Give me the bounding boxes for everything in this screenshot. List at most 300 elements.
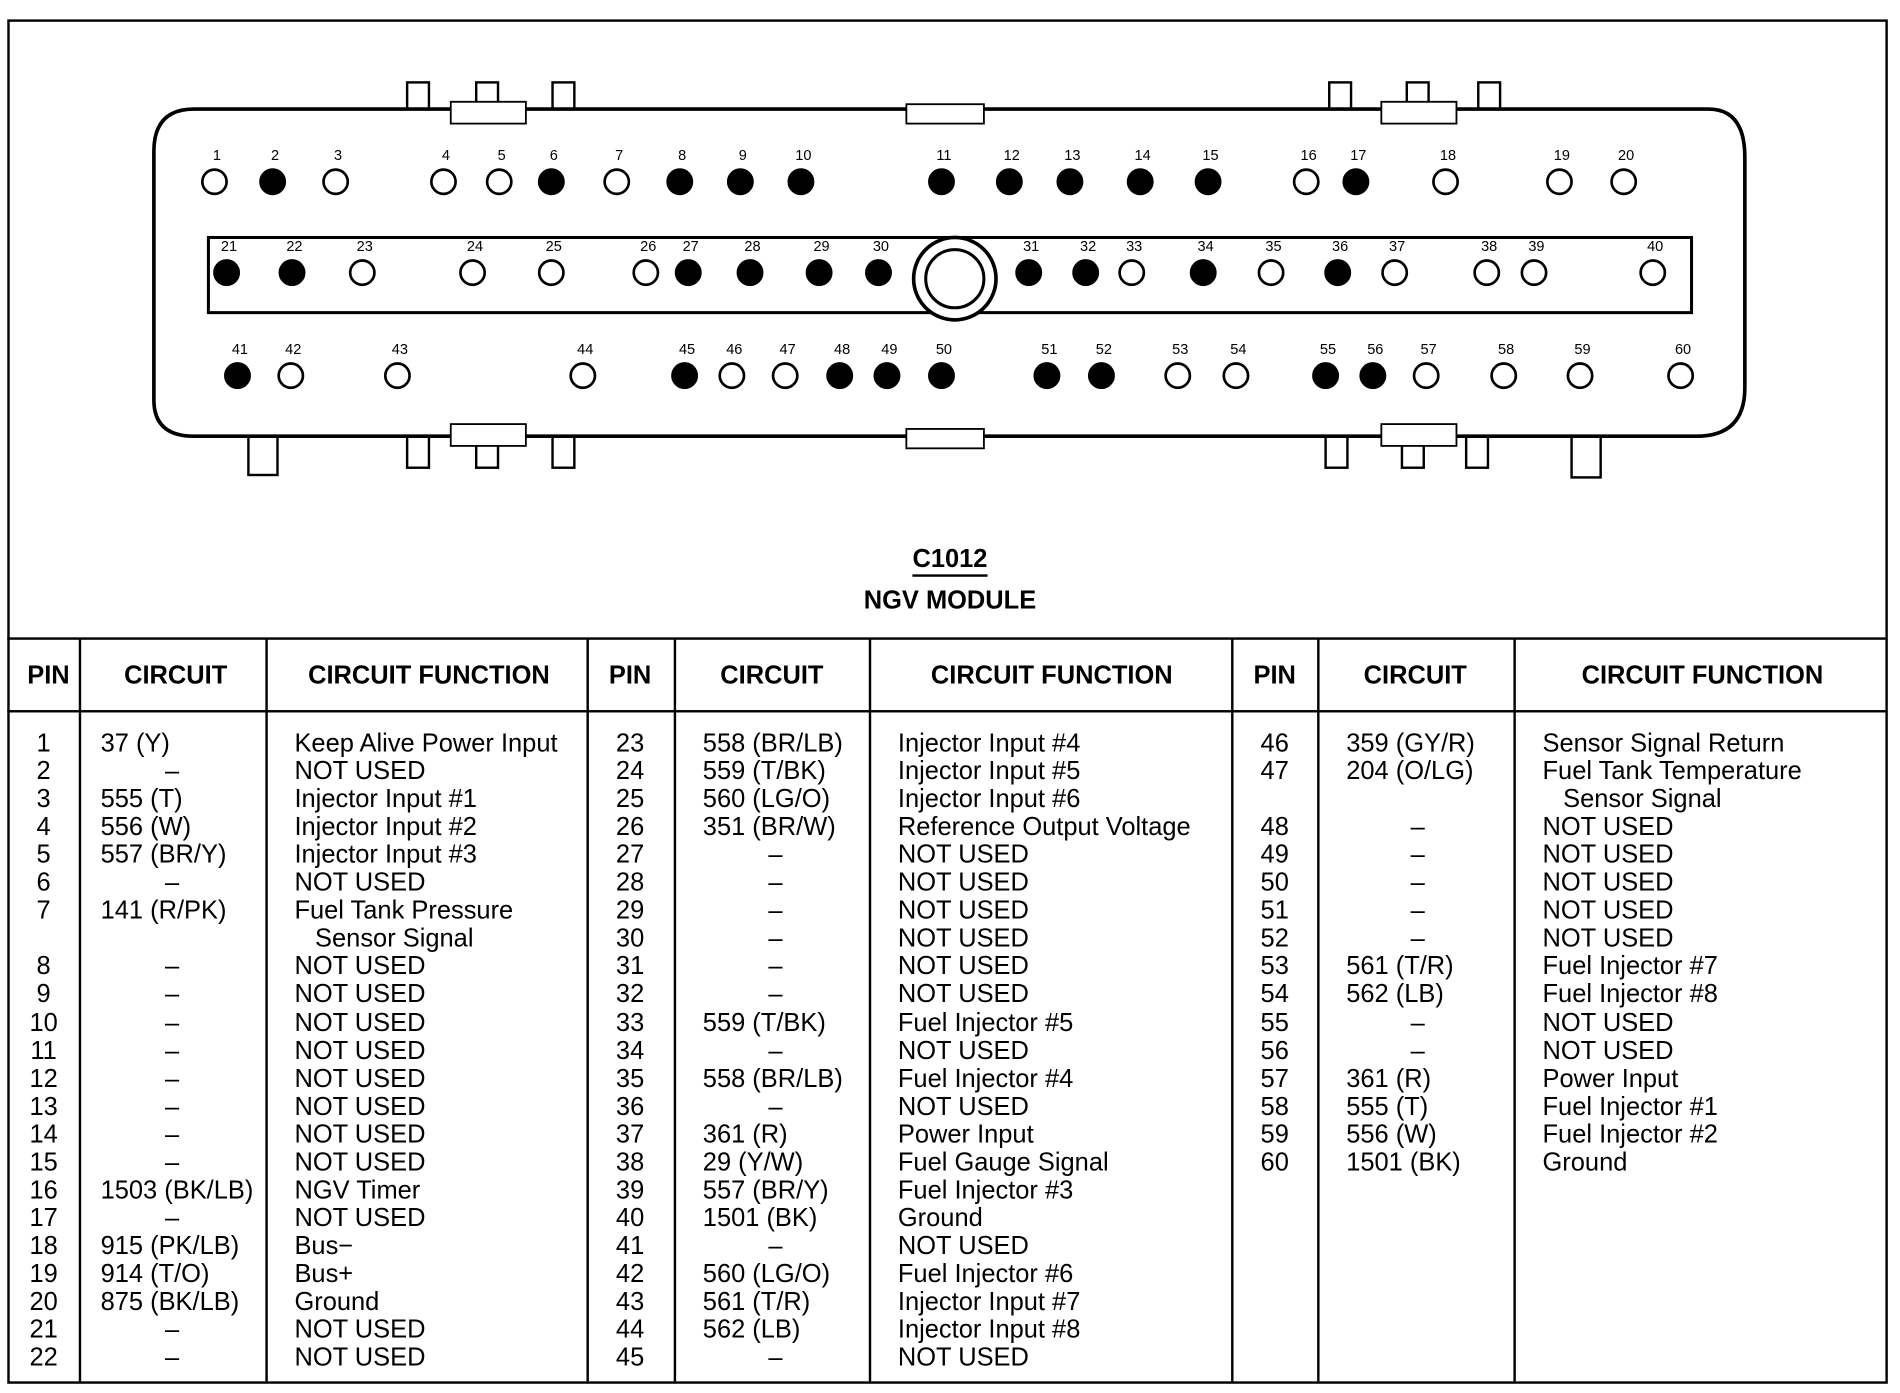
pin-cavity-filled <box>261 170 285 194</box>
pin-cavity-filled <box>280 261 304 285</box>
pin-number-label: 31 <box>1023 238 1040 255</box>
circuit-function-cell: NOT USED <box>294 1092 426 1121</box>
pin-cavity-filled <box>1017 261 1041 285</box>
pin-cavity-empty <box>1259 261 1283 285</box>
circuit-function-cell: Ground <box>897 1204 983 1233</box>
circuit-function-cell: Fuel Tank Pressure <box>294 897 514 925</box>
circuit-function-cell: NOT USED <box>897 897 1029 925</box>
pin-cavity-empty <box>773 364 797 388</box>
circuit-cell: 1501 (BK) <box>702 1204 818 1233</box>
circuit-cell: – <box>768 1092 783 1121</box>
pin-number-cell: 45 <box>615 1343 645 1372</box>
pin-number-cell: 38 <box>615 1148 645 1177</box>
circuit-cell: – <box>164 1204 180 1233</box>
header-circuit: CIRCUIT <box>1363 661 1467 690</box>
pin-number-cell: 43 <box>615 1288 645 1316</box>
pin-number-label: 20 <box>1618 147 1635 164</box>
pin-number-label: 1 <box>212 147 221 164</box>
header-circuit-function: CIRCUIT FUNCTION <box>1581 661 1824 690</box>
pin-number-cell: 9 <box>36 980 51 1009</box>
circuit-cell: 561 (T/R) <box>1346 952 1454 981</box>
pin-cavity-filled <box>1361 364 1385 388</box>
header-circuit-function: CIRCUIT FUNCTION <box>930 661 1173 690</box>
pin-number-label: 58 <box>1498 341 1515 358</box>
pin-number-label: 12 <box>1003 147 1020 164</box>
pin-number-cell: 21 <box>29 1315 58 1344</box>
column-divider <box>1317 639 1319 1382</box>
pin-number-cell: 26 <box>615 813 645 842</box>
pin-number-label: 50 <box>935 341 953 358</box>
pin-number-label: 3 <box>334 147 343 164</box>
circuit-function-cell: NOT USED <box>1542 813 1674 842</box>
pin-cavity-filled <box>539 170 563 194</box>
circuit-cell: 359 (GY/R) <box>1346 729 1475 758</box>
circuit-function-cell: NOT USED <box>1542 1036 1674 1065</box>
center-bolt-inner <box>926 250 984 308</box>
pin-number-cell: 24 <box>615 757 645 786</box>
circuit-function-cell: Fuel Tank Temperature <box>1542 757 1802 786</box>
pin-number-label: 6 <box>549 147 558 164</box>
circuit-function-cell: NOT USED <box>1542 1008 1674 1037</box>
pin-number-cell: 30 <box>615 924 645 953</box>
circuit-cell: 914 (T/O) <box>100 1260 210 1288</box>
column-divider <box>674 639 676 1382</box>
pin-number-cell: 36 <box>615 1092 645 1121</box>
header-circuit-function: CIRCUIT FUNCTION <box>308 661 550 690</box>
pin-cavity-filled <box>929 170 953 194</box>
pin-cavity-filled <box>672 364 696 388</box>
pin-number-cell: 54 <box>1260 980 1289 1009</box>
locking-tab <box>1478 82 1500 111</box>
circuit-function-cell: NOT USED <box>294 980 426 1009</box>
pin-number-label: 47 <box>779 341 796 358</box>
circuit-function-cell: NOT USED <box>294 1204 426 1233</box>
circuit-cell: 1503 (BK/LB) <box>100 1176 254 1205</box>
circuit-cell: 875 (BK/LB) <box>100 1288 240 1316</box>
circuit-cell: – <box>164 1036 180 1065</box>
pin-number-label: 2 <box>271 147 280 164</box>
pin-number-cell: 53 <box>1260 952 1289 981</box>
pin-number-label: 28 <box>744 238 761 255</box>
pin-number-cell: 31 <box>615 952 645 981</box>
circuit-cell: – <box>164 980 180 1009</box>
pin-number-label: 60 <box>1674 341 1692 358</box>
pin-cavity-filled <box>214 261 238 285</box>
circuit-function-cell: NOT USED <box>897 924 1029 953</box>
circuit-function-cell: NOT USED <box>294 1120 426 1149</box>
circuit-function-cell: Injector Input #1 <box>294 785 477 814</box>
circuit-cell: 559 (T/BK) <box>702 757 826 786</box>
circuit-cell: 558 (BR/LB) <box>702 1064 843 1093</box>
circuit-function-cell: NOT USED <box>294 869 426 897</box>
header-circuit: CIRCUIT <box>720 661 824 690</box>
pin-number-label: 19 <box>1553 147 1570 164</box>
circuit-cell: – <box>768 980 783 1009</box>
header-pin: PIN <box>1253 661 1296 690</box>
circuit-function-cell: Fuel Injector #2 <box>1542 1120 1718 1149</box>
table-header-rule <box>7 710 1885 712</box>
circuit-function-cell: Fuel Injector #8 <box>1542 980 1718 1009</box>
circuit-cell: – <box>768 897 783 925</box>
pin-number-cell: 42 <box>615 1260 645 1288</box>
circuit-cell: – <box>164 1343 180 1372</box>
circuit-function-cell: Sensor Signal Return <box>1542 729 1785 758</box>
circuit-function-cell: NOT USED <box>294 1008 426 1037</box>
pin-number-cell: 28 <box>615 869 645 897</box>
circuit-function-cell: Injector Input #6 <box>897 785 1081 814</box>
circuit-cell: 204 (O/LG) <box>1346 757 1474 786</box>
circuit-function-cell: NGV Timer <box>294 1176 421 1205</box>
circuit-cell: 557 (BR/Y) <box>100 841 227 870</box>
circuit-function-cell: NOT USED <box>897 841 1029 870</box>
circuit-cell: 1501 (BK) <box>1346 1148 1461 1177</box>
pin-number-cell: 11 <box>30 1036 57 1065</box>
pin-number-label: 25 <box>545 238 562 255</box>
pin-number-cell: 10 <box>29 1008 58 1037</box>
circuit-function-cell: NOT USED <box>897 869 1029 897</box>
pin-number-label: 26 <box>640 238 657 255</box>
pin-cavity-empty <box>350 261 374 285</box>
circuit-function-cell-continued: Sensor Signal <box>1563 785 1722 814</box>
pin-cavity-empty <box>571 364 595 388</box>
circuit-function-cell: NOT USED <box>897 1343 1029 1372</box>
pin-number-cell: 19 <box>29 1260 58 1288</box>
pin-cavity-empty <box>720 364 744 388</box>
circuit-function-cell-continued: Sensor Signal <box>315 924 474 953</box>
pin-number-label: 57 <box>1420 341 1437 358</box>
pin-number-label: 48 <box>834 341 851 358</box>
pin-cavity-empty <box>1383 261 1407 285</box>
circuit-function-cell: NOT USED <box>897 1232 1029 1261</box>
pin-number-label: 51 <box>1041 341 1058 358</box>
circuit-function-cell: Bus+ <box>294 1260 354 1288</box>
pin-number-label: 21 <box>220 238 238 255</box>
column-divider <box>586 639 588 1382</box>
circuit-function-cell: NOT USED <box>294 757 426 786</box>
pin-number-label: 7 <box>615 147 624 164</box>
circuit-cell: 558 (BR/LB) <box>702 729 843 758</box>
pin-number-cell: 8 <box>36 952 51 981</box>
circuit-cell: 560 (LG/O) <box>702 1260 831 1288</box>
circuit-cell: 37 (Y) <box>100 729 170 758</box>
circuit-cell: – <box>768 1232 783 1261</box>
circuit-function-cell: NOT USED <box>1542 897 1674 925</box>
circuit-cell: – <box>1410 897 1425 925</box>
circuit-cell: 556 (W) <box>1346 1120 1437 1149</box>
circuit-cell: 556 (W) <box>100 813 192 842</box>
pin-number-cell: 6 <box>36 869 51 897</box>
circuit-function-cell: NOT USED <box>897 1036 1029 1065</box>
pin-number-label: 5 <box>497 147 506 164</box>
circuit-function-cell: Fuel Injector #3 <box>897 1176 1074 1205</box>
pin-number-label: 38 <box>1481 238 1498 255</box>
circuit-cell: 560 (LG/O) <box>702 785 831 814</box>
pin-number-cell: 12 <box>29 1064 58 1093</box>
pin-cavity-filled <box>807 261 831 285</box>
circuit-function-cell: Injector Input #5 <box>897 757 1081 786</box>
circuit-function-cell: Fuel Injector #4 <box>897 1064 1074 1093</box>
circuit-function-cell: Fuel Injector #7 <box>1542 952 1718 981</box>
locking-tab <box>1329 82 1351 111</box>
pin-number-label: 35 <box>1265 238 1282 255</box>
pin-number-cell: 58 <box>1260 1092 1289 1121</box>
pin-cavity-filled <box>1058 170 1082 194</box>
pin-number-cell: 25 <box>615 785 645 814</box>
circuit-function-cell: Ground <box>1542 1148 1628 1177</box>
circuit-cell: – <box>768 1036 783 1065</box>
circuit-cell: – <box>164 1064 180 1093</box>
circuit-cell: 141 (R/PK) <box>100 897 227 925</box>
pin-cavity-empty <box>1120 261 1144 285</box>
circuit-function-cell: NOT USED <box>294 1343 426 1372</box>
circuit-cell: – <box>768 841 783 870</box>
pin-number-label: 32 <box>1080 238 1097 255</box>
table-top-rule <box>7 637 1885 639</box>
circuit-cell: – <box>164 1315 180 1344</box>
pin-number-cell: 5 <box>36 841 51 870</box>
pin-number-label: 9 <box>738 147 747 164</box>
pin-number-label: 37 <box>1389 238 1406 255</box>
circuit-cell: 562 (LB) <box>1346 980 1444 1009</box>
pin-cavity-empty <box>324 170 348 194</box>
circuit-cell: 561 (T/R) <box>702 1288 811 1316</box>
circuit-function-cell: Fuel Gauge Signal <box>897 1148 1109 1177</box>
pin-number-label: 22 <box>286 238 303 255</box>
pin-number-cell: 56 <box>1260 1036 1289 1065</box>
column-divider <box>869 639 871 1382</box>
circuit-function-cell: Injector Input #2 <box>294 813 477 842</box>
pin-cavity-empty <box>487 170 511 194</box>
pin-cavity-empty <box>539 261 563 285</box>
pin-number-cell: 33 <box>615 1008 645 1037</box>
pin-cavity-filled <box>997 170 1021 194</box>
pin-cavity-filled <box>738 261 762 285</box>
pin-number-label: 16 <box>1300 147 1317 164</box>
pin-cavity-empty <box>202 170 226 194</box>
pin-number-cell: 52 <box>1260 924 1289 953</box>
pin-number-label: 10 <box>795 147 812 164</box>
circuit-function-cell: NOT USED <box>897 1092 1029 1121</box>
pin-cavity-empty <box>1414 364 1438 388</box>
circuit-function-cell: Reference Output Voltage <box>897 813 1191 842</box>
pin-number-cell: 18 <box>29 1232 58 1261</box>
pin-cavity-empty <box>605 170 629 194</box>
pin-number-label: 14 <box>1134 147 1151 164</box>
pin-number-label: 18 <box>1439 147 1457 164</box>
circuit-function-cell: Ground <box>294 1288 380 1316</box>
circuit-cell: – <box>768 952 783 981</box>
pin-number-cell: 47 <box>1260 757 1289 786</box>
circuit-function-cell: NOT USED <box>294 1064 426 1093</box>
pin-cavity-empty <box>634 261 658 285</box>
pin-number-cell: 60 <box>1260 1148 1289 1177</box>
pin-number-cell: 41 <box>615 1232 645 1261</box>
column-divider <box>1231 639 1233 1382</box>
header-pin: PIN <box>27 661 70 690</box>
circuit-cell: 361 (R) <box>702 1120 788 1149</box>
pin-number-label: 54 <box>1230 341 1247 358</box>
pin-cavity-empty <box>385 364 409 388</box>
pin-number-label: 53 <box>1172 341 1189 358</box>
pin-cavity-filled <box>1313 364 1337 388</box>
pin-number-cell: 34 <box>615 1036 645 1065</box>
pin-number-cell: 57 <box>1260 1064 1289 1093</box>
pin-number-cell: 13 <box>29 1092 58 1121</box>
circuit-function-cell: Injector Input #4 <box>897 729 1081 758</box>
pin-number-cell: 44 <box>615 1315 645 1344</box>
pin-number-label: 13 <box>1064 147 1081 164</box>
connector-id <box>0 545 1900 574</box>
circuit-cell: – <box>768 869 783 897</box>
pin-cavity-filled <box>1344 170 1368 194</box>
pin-cavity-filled <box>875 364 899 388</box>
pin-cavity-empty <box>1522 261 1546 285</box>
pin-number-label: 56 <box>1367 341 1384 358</box>
pin-cavity-empty <box>1669 364 1693 388</box>
header-circuit: CIRCUIT <box>124 661 228 690</box>
circuit-function-cell: NOT USED <box>294 1036 426 1065</box>
circuit-function-cell: Injector Input #3 <box>294 841 477 870</box>
circuit-cell: 559 (T/BK) <box>702 1008 826 1037</box>
pin-cavity-filled <box>1074 261 1098 285</box>
pin-cavity-filled <box>1089 364 1113 388</box>
circuit-function-cell: NOT USED <box>897 980 1029 1009</box>
locking-tab <box>553 82 575 111</box>
circuit-cell: – <box>164 1120 180 1149</box>
circuit-cell: – <box>768 1343 783 1372</box>
pin-cavity-empty <box>1224 364 1248 388</box>
pin-cavity-empty <box>1547 170 1571 194</box>
pin-cavity-filled <box>668 170 692 194</box>
header-pin: PIN <box>608 661 652 690</box>
pin-cavity-empty <box>1612 170 1636 194</box>
pin-cavity-filled <box>1035 364 1059 388</box>
pin-number-cell: 22 <box>29 1343 58 1372</box>
pin-number-cell: 1 <box>36 729 51 758</box>
circuit-cell: – <box>1410 1036 1425 1065</box>
pin-number-label: 8 <box>678 147 687 164</box>
pin-number-cell: 55 <box>1260 1008 1289 1037</box>
pin-cavity-empty <box>1166 364 1190 388</box>
circuit-cell: 555 (T) <box>100 785 183 814</box>
circuit-cell: – <box>1410 924 1425 953</box>
circuit-function-cell: NOT USED <box>1542 841 1674 870</box>
pin-number-cell: 20 <box>29 1288 58 1316</box>
pin-number-cell: 50 <box>1260 869 1289 897</box>
pin-number-label: 40 <box>1647 238 1664 255</box>
circuit-cell: – <box>164 1008 180 1037</box>
column-divider <box>265 639 267 1382</box>
pin-number-cell: 51 <box>1260 897 1289 925</box>
pin-number-label: 33 <box>1126 238 1143 255</box>
pin-number-label: 44 <box>577 341 594 358</box>
locking-tab <box>407 82 429 111</box>
pin-number-label: 45 <box>678 341 696 358</box>
pin-number-label: 41 <box>231 341 249 358</box>
circuit-function-cell: NOT USED <box>294 952 426 981</box>
pin-cavity-filled <box>225 364 249 388</box>
pin-number-cell: 4 <box>36 813 51 842</box>
circuit-cell: – <box>164 757 180 786</box>
circuit-cell: – <box>768 924 783 953</box>
pin-number-label: 23 <box>356 238 373 255</box>
column-divider <box>79 639 81 1382</box>
circuit-function-cell: NOT USED <box>294 1148 426 1177</box>
pin-cavity-filled <box>828 364 852 388</box>
circuit-function-cell: Injector Input #7 <box>897 1288 1081 1316</box>
pin-number-cell: 40 <box>615 1204 645 1233</box>
pin-number-cell: 48 <box>1260 813 1289 842</box>
pin-number-cell: 17 <box>29 1204 58 1233</box>
pin-number-label: 49 <box>881 341 898 358</box>
pin-number-cell: 7 <box>36 897 51 925</box>
pin-cavity-filled <box>866 261 890 285</box>
pin-number-cell: 2 <box>36 757 51 786</box>
pin-cavity-empty <box>1433 170 1457 194</box>
circuit-cell: 555 (T) <box>1346 1092 1429 1121</box>
pin-cavity-empty <box>1568 364 1592 388</box>
pin-cavity-filled <box>929 364 953 388</box>
pin-number-cell: 29 <box>615 897 645 925</box>
circuit-function-cell: Fuel Injector #6 <box>897 1260 1074 1288</box>
pin-number-label: 29 <box>813 238 830 255</box>
pin-cavity-empty <box>1641 261 1665 285</box>
pin-number-label: 15 <box>1202 147 1219 164</box>
pin-number-cell: 32 <box>615 980 645 1009</box>
pin-number-label: 24 <box>466 238 484 255</box>
circuit-cell: 351 (BR/W) <box>702 813 836 842</box>
pin-cavity-filled <box>728 170 752 194</box>
pin-number-label: 42 <box>285 341 302 358</box>
circuit-function-cell: NOT USED <box>1542 869 1674 897</box>
pin-number-cell: 39 <box>615 1176 645 1205</box>
pin-number-label: 39 <box>1528 238 1545 255</box>
pin-number-cell: 15 <box>29 1148 58 1177</box>
pin-cavity-empty <box>460 261 484 285</box>
circuit-function-cell: Fuel Injector #5 <box>897 1008 1074 1037</box>
pin-number-label: 11 <box>936 147 952 164</box>
column-divider <box>1513 639 1515 1382</box>
circuit-function-cell: NOT USED <box>1542 924 1674 953</box>
pin-number-label: 59 <box>1574 341 1591 358</box>
locking-tab <box>1572 431 1601 477</box>
pin-number-cell: 37 <box>615 1120 645 1149</box>
circuit-cell: – <box>1410 869 1425 897</box>
pin-number-label: 17 <box>1350 147 1367 164</box>
pin-number-cell: 35 <box>615 1064 645 1093</box>
circuit-function-cell: Keep Alive Power Input <box>294 729 558 758</box>
connector-name: NGV MODULE <box>863 586 1037 615</box>
circuit-function-cell: NOT USED <box>294 1315 426 1344</box>
circuit-cell: 361 (R) <box>1346 1064 1432 1093</box>
pin-cavity-filled <box>1326 261 1350 285</box>
circuit-function-cell: Injector Input #8 <box>897 1315 1081 1344</box>
pin-cavity-filled <box>789 170 813 194</box>
pin-number-cell: 59 <box>1260 1120 1289 1149</box>
pin-number-cell: 14 <box>29 1120 58 1149</box>
circuit-cell: – <box>1410 841 1425 870</box>
circuit-function-cell: Power Input <box>1542 1064 1679 1093</box>
pin-cavity-empty <box>279 364 303 388</box>
circuit-cell: – <box>164 869 180 897</box>
pin-cavity-filled <box>1191 261 1215 285</box>
pin-cavity-filled <box>1128 170 1152 194</box>
pin-number-cell: 3 <box>36 785 51 814</box>
circuit-cell: – <box>1410 1008 1425 1037</box>
pin-number-label: 36 <box>1332 238 1349 255</box>
connector-face-diagram <box>0 0 1900 533</box>
pin-cavity-empty <box>1492 364 1516 388</box>
